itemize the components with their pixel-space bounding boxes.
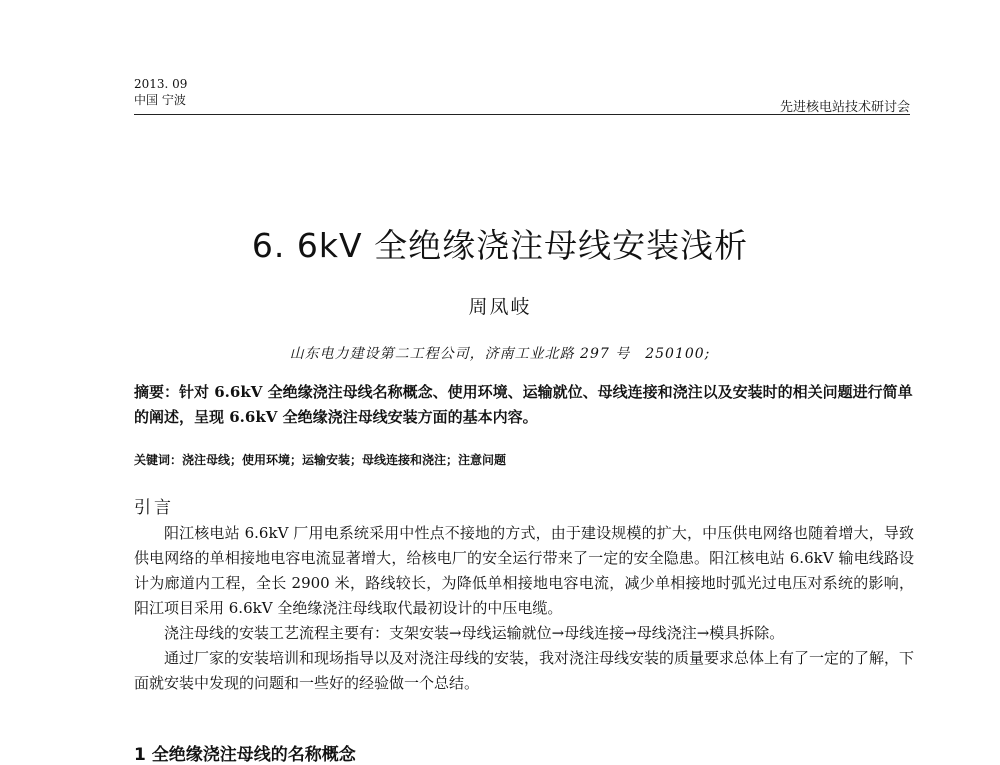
- author-affiliation: 山东电力建设第二工程公司，济南工业北路 297 号 250100;: [289, 346, 711, 362]
- paragraph: 通过厂家的安装培训和现场指导以及对浇注母线的安装，我对浇注母线安装的质量要求总体上有了一定的了解，下面就安装中发现的问题和一些好的经验做一个总结。: [134, 649, 915, 692]
- author-name: 周凤岐: [468, 296, 532, 318]
- abstract: 摘要：针对 6.6kV 全绝缘浇注母线名称概念、使用环境、运输就位、母线连接和浇注以及安装时的相关问题进行简单的阐述，呈现 6.6kV 全绝缘浇注母线安装方面的基本内容。: [134, 383, 913, 426]
- section-heading-introduction: 引言: [134, 498, 174, 518]
- conference-date: 2013. 09: [134, 77, 188, 91]
- conference-location: 中国 宁波: [134, 93, 186, 107]
- paper-title: 6. 6kV 全绝缘浇注母线安装浅析: [251, 226, 749, 265]
- running-header-left: [134, 76, 187, 108]
- paragraph: 浇注母线的安装工艺流程主要有：支架安装→母线运输就位→母线连接→母线浇注→模具拆除。: [164, 624, 785, 642]
- section-heading-1: 1 全绝缘浇注母线的名称概念: [134, 745, 356, 765]
- conference-name: 先进核电站技术研讨会: [779, 100, 910, 115]
- introduction-body: [134, 521, 914, 696]
- header-rule: [134, 114, 910, 115]
- keywords: 关键词：浇注母线；使用环境；运输安装；母线连接和浇注；注意问题: [134, 453, 507, 467]
- paragraph: 阳江核电站 6.6kV 厂用电系统采用中性点不接地的方式，由于建设规模的扩大，中压供电网络也随着增大，导致供电网络的单相接地电容电流显著增大，给核电厂的安全运行带来了一定的安全隐患。阳江核电站 6.6kV 输电线路设计为廊道内工程，全长 2900 米，路线较长，为降低单相接地电容电流，减少单相接地时弧光过电压对系统的影响，阳江项目采用 6.6kV 全绝缘浇注母线取代最初设计的中压电缆。: [134, 524, 914, 617]
